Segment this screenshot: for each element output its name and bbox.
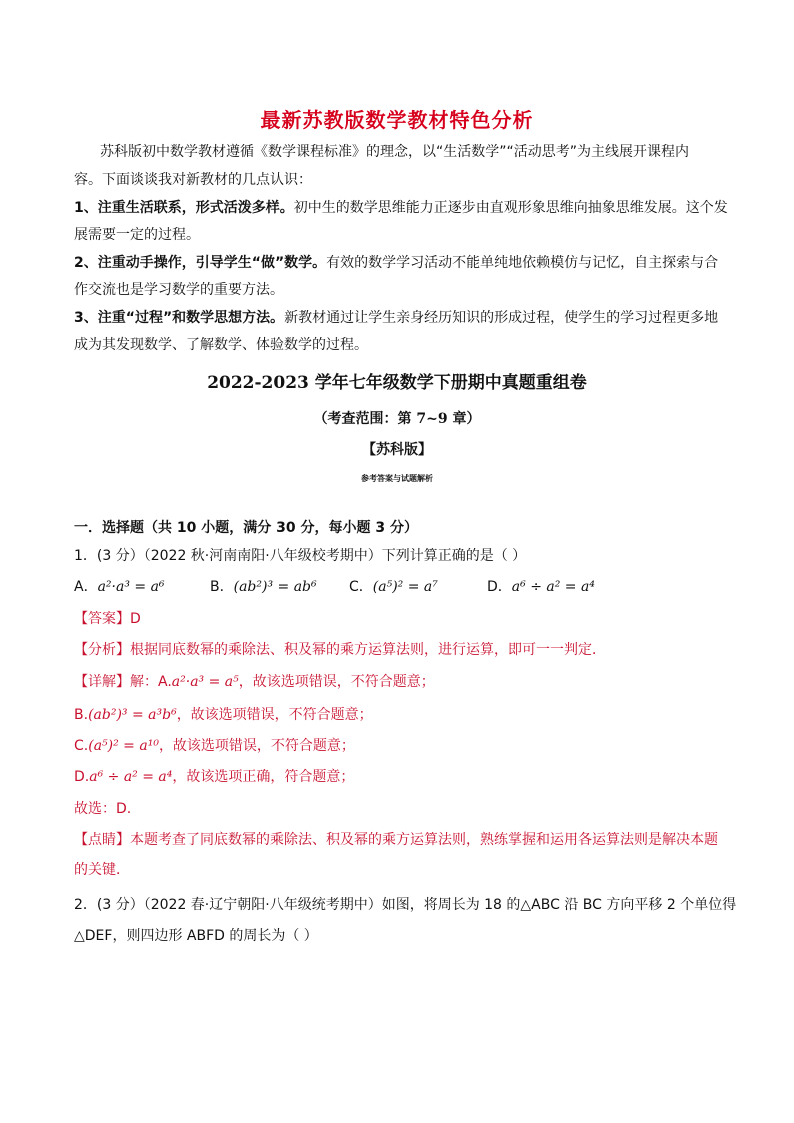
point-3-cont: 成为其发现数学、了解数学、体验数学的过程。 xyxy=(74,337,368,353)
q1-option-d-expr: a⁶ ÷ a² = a⁴ xyxy=(511,579,595,595)
q1-answer xyxy=(74,609,141,629)
exam-edition: 【苏科版】 xyxy=(362,442,432,458)
q1-detail-a: 【详解】解：A.a²·a³ = a⁵，故该选项错误，不符合题意； xyxy=(74,674,435,690)
q1-option-a: A．a²·a³ = a⁶ xyxy=(74,579,165,595)
answer-key-note: 参考答案与试题解析 xyxy=(361,474,433,483)
q2-stem-line-1: 2．(3 分）（2022 春·辽宁朝阳·八年级统考期中）如图，将周长为 18 的△ABC 沿 BC 方向平移 2 个单位得 xyxy=(74,897,737,913)
q1-detail-b: B.(ab²)³ = a³b⁶，故该选项错误，不符合题意； xyxy=(74,707,373,723)
exam-title: 2022-2023 学年七年级数学下册期中真题重组卷 xyxy=(207,373,587,393)
q1-choice: 故选：D. xyxy=(74,801,132,817)
exam-scope: （考查范围：第 7~9 章） xyxy=(313,411,481,427)
point-1 xyxy=(74,198,728,218)
point-2 xyxy=(74,253,718,273)
point-1-cont: 展需要一定的过程。 xyxy=(74,227,200,243)
q1-option-a-expr: a²·a³ = a⁶ xyxy=(97,579,165,595)
q1-option-b-expr: (ab²)³ = ab⁶ xyxy=(233,579,317,595)
point-3 xyxy=(74,308,718,328)
q1-answer-tag: 【答案】 xyxy=(74,611,130,627)
point-3-text: 新教材通过让学生亲身经历知识的形成过程，使学生的学习过程更多地 xyxy=(284,310,719,326)
banner-title: 最新苏教版数学教材特色分析 xyxy=(260,108,534,132)
q1-stem: 1．(3 分）（2022 秋·河南南阳·八年级校考期中）下列计算正确的是（ ） xyxy=(74,548,527,564)
point-1-text: 初中生的数学思维能力正逐步由直观形象思维向抽象思维发展。这个发 xyxy=(293,200,728,216)
intro-line-2: 容。下面谈谈我对新教材的几点认识： xyxy=(74,172,312,188)
q1-analysis-text: 根据同底数幂的乘除法、积及幂的乘方运算法则，进行运算，即可一一判定． xyxy=(130,642,606,658)
q1-comment-tag: 【点睛】 xyxy=(74,832,130,848)
point-2-heading: 2、注重动手操作，引导学生“做”数学。 xyxy=(74,255,327,271)
intro-line-1: 苏科版初中数学教材遵循《数学课程标准》的理念，以“生活数学”“活动思考”为主线展开课程内 xyxy=(100,144,690,160)
q1-option-c-expr: (a⁵)² = a⁷ xyxy=(372,579,438,595)
q1-analysis xyxy=(74,640,606,660)
q1-option-d: D．a⁶ ÷ a² = a⁴ xyxy=(487,579,595,595)
point-1-heading: 1、注重生活联系，形式活泼多样。 xyxy=(74,200,294,216)
q1-option-c: C．(a⁵)² = a⁷ xyxy=(349,579,438,595)
section-heading: 一．选择题（共 10 小题，满分 30 分，每小题 3 分） xyxy=(74,520,418,536)
q1-analysis-tag: 【分析】 xyxy=(74,642,130,658)
q2-stem-line-2: △DEF，则四边形 ABFD 的周长为（ ） xyxy=(74,928,318,944)
point-3-heading: 3、注重“过程”和数学思想方法。 xyxy=(74,310,285,326)
point-2-cont: 作交流也是学习数学的重要方法。 xyxy=(74,282,284,298)
q1-option-b: B．(ab²)³ = ab⁶ xyxy=(210,579,317,595)
q1-answer-value: D xyxy=(130,611,141,627)
q1-detail-d: D.a⁶ ÷ a² = a⁴，故该选项正确，符合题意； xyxy=(74,769,355,785)
q1-comment: 【点睛】本题考查了同底数幂的乘除法、积及幂的乘方运算法则，熟练掌握和运用各运算法则是解决本题 xyxy=(74,832,718,848)
q1-detail-tag: 【详解】 xyxy=(74,674,130,690)
q1-comment-cont: 的关键． xyxy=(74,862,130,878)
point-2-text: 有效的数学学习活动不能单纯地依赖模仿与记忆，自主探索与合 xyxy=(326,255,719,271)
q1-detail-c: C.(a⁵)² = a¹⁰，故该选项错误，不符合题意； xyxy=(74,738,355,754)
